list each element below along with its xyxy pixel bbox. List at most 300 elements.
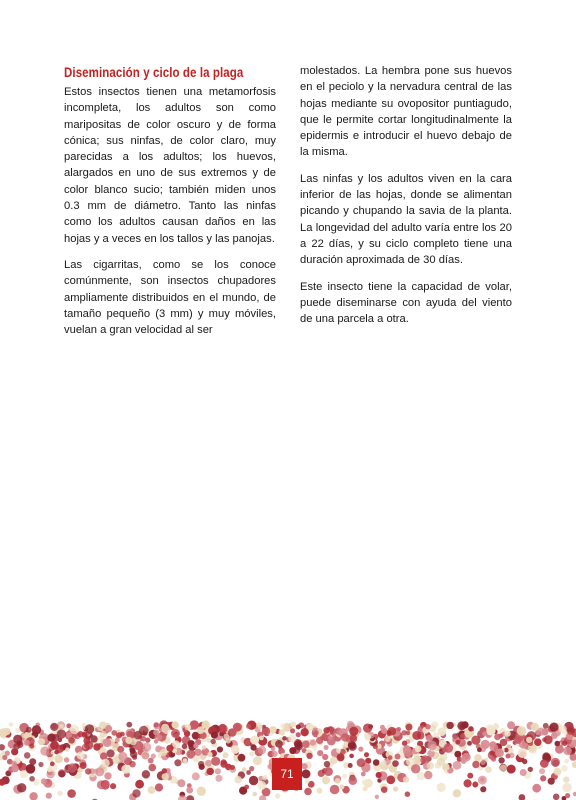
grain — [563, 776, 569, 782]
grain — [335, 778, 341, 784]
grain — [482, 731, 487, 736]
grain — [336, 748, 341, 753]
grain — [565, 793, 570, 798]
grain — [282, 736, 287, 741]
grain — [551, 758, 560, 767]
grain — [95, 767, 104, 776]
grain — [532, 784, 541, 793]
grain — [26, 764, 36, 774]
grain — [50, 741, 59, 750]
grain — [489, 751, 494, 756]
grain — [205, 760, 212, 767]
grain — [526, 737, 532, 743]
grain — [542, 752, 550, 760]
grain — [174, 733, 179, 738]
grain — [77, 752, 85, 760]
grain — [155, 783, 163, 791]
grain — [317, 750, 323, 756]
grain — [259, 736, 264, 741]
grain — [40, 746, 49, 755]
grain — [562, 741, 567, 746]
grain — [427, 762, 434, 769]
grain — [531, 723, 539, 731]
grain — [486, 726, 495, 735]
grain — [358, 747, 363, 752]
grain — [361, 772, 366, 777]
grain — [415, 746, 422, 753]
grain — [151, 754, 156, 759]
grain — [271, 747, 275, 751]
grain — [102, 738, 111, 747]
grain — [258, 746, 266, 754]
grain — [50, 761, 55, 766]
grain — [302, 769, 311, 778]
grain — [198, 761, 204, 767]
grain — [207, 768, 214, 775]
grain — [480, 786, 486, 792]
grain — [522, 759, 527, 764]
grain — [24, 740, 30, 746]
grain — [500, 739, 507, 746]
grain — [328, 736, 332, 740]
grain — [272, 751, 278, 757]
grain — [279, 729, 286, 736]
grain — [97, 725, 103, 731]
grain — [437, 783, 446, 792]
grain — [215, 775, 222, 782]
grain — [218, 724, 227, 733]
grain — [330, 757, 338, 765]
grain — [555, 741, 561, 747]
grain — [15, 728, 20, 733]
grain — [349, 754, 354, 759]
grain — [478, 776, 487, 785]
grain — [388, 755, 393, 760]
grain — [193, 743, 198, 748]
grain — [494, 734, 501, 741]
grain — [80, 762, 87, 769]
grain — [324, 761, 330, 767]
grain — [388, 727, 397, 736]
grain — [349, 727, 358, 736]
grain — [403, 776, 409, 782]
grain — [262, 775, 267, 780]
grain — [455, 740, 460, 745]
grain — [365, 734, 371, 740]
grain — [406, 731, 411, 736]
grain — [58, 791, 63, 796]
grain — [67, 789, 76, 798]
grain — [233, 723, 242, 732]
grain — [373, 744, 378, 749]
grain — [68, 763, 77, 772]
grain — [424, 771, 432, 779]
grain — [57, 729, 66, 738]
grain — [84, 741, 93, 750]
grain — [474, 754, 481, 761]
grain — [101, 759, 109, 767]
grain — [348, 742, 357, 751]
grain — [211, 739, 216, 744]
grain — [211, 757, 220, 766]
grain — [406, 757, 415, 766]
grain — [17, 783, 26, 792]
grain — [322, 776, 330, 784]
left-column — [64, 60, 276, 348]
grain — [507, 721, 515, 729]
grain — [539, 768, 545, 774]
grain — [349, 735, 357, 743]
grain — [464, 779, 472, 787]
grain — [453, 789, 461, 797]
grain — [269, 726, 276, 733]
grain — [320, 735, 325, 740]
grain — [405, 791, 411, 797]
grain — [402, 741, 407, 746]
grain — [364, 779, 373, 788]
grain — [507, 744, 512, 749]
grain — [306, 753, 312, 759]
grain — [26, 727, 32, 733]
grain — [54, 755, 63, 764]
grain — [428, 741, 437, 750]
grain — [467, 741, 472, 746]
grain — [318, 770, 325, 777]
grain — [186, 787, 193, 794]
grain — [373, 759, 380, 766]
grain — [460, 733, 465, 738]
grain — [186, 795, 194, 800]
grain — [363, 724, 372, 733]
grain — [54, 750, 59, 755]
grain — [357, 758, 366, 767]
grain — [166, 745, 173, 752]
grain — [395, 754, 401, 760]
grain — [118, 752, 127, 761]
grain — [460, 756, 465, 761]
grain — [249, 751, 254, 756]
grain — [70, 725, 80, 735]
grain — [504, 730, 510, 736]
grain — [85, 768, 91, 774]
grain — [381, 786, 388, 793]
grain — [340, 785, 345, 790]
grain — [47, 734, 55, 742]
grain — [82, 733, 88, 739]
grain — [217, 746, 223, 752]
grain — [215, 768, 221, 774]
grain — [438, 727, 447, 736]
grain — [224, 734, 230, 740]
grain — [543, 723, 549, 729]
grain — [162, 773, 169, 780]
grain — [135, 780, 144, 789]
grain — [381, 728, 387, 734]
grain — [314, 730, 319, 735]
grain — [68, 737, 75, 744]
page-number: 71 — [280, 767, 294, 781]
grain — [275, 793, 280, 798]
grain — [349, 776, 358, 785]
grain — [174, 759, 181, 766]
grain — [324, 767, 333, 776]
grain — [126, 722, 132, 728]
grain — [295, 742, 303, 750]
paragraph: molestados. La hembra pone sus huevos en el peciolo y la nervadura central de las hojas mediante su ovopositor puntiagudo, que le permite cortar longitudinalmente la epidermis e introducir el huevo debajo de la misma. — [300, 65, 512, 159]
grain — [289, 747, 296, 754]
grain — [555, 745, 564, 754]
grain — [406, 724, 413, 731]
grain — [244, 785, 249, 790]
grain — [301, 728, 309, 736]
grain — [312, 745, 317, 750]
grain — [462, 721, 469, 728]
grain — [13, 735, 22, 744]
grain — [549, 723, 558, 732]
grain — [514, 737, 521, 744]
grain — [18, 763, 27, 772]
grain — [481, 740, 490, 749]
grain — [446, 722, 453, 729]
grain — [280, 724, 285, 729]
grain — [149, 764, 157, 772]
grain — [183, 758, 188, 763]
page-number-badge — [272, 758, 302, 790]
grain — [253, 756, 262, 765]
grain — [142, 770, 150, 778]
grain — [129, 747, 135, 753]
grain — [442, 747, 448, 753]
grain — [130, 738, 137, 745]
grain — [250, 736, 259, 745]
grain — [110, 783, 116, 789]
grain — [364, 752, 369, 757]
grain — [553, 794, 560, 800]
grain — [11, 761, 17, 767]
grain — [162, 768, 167, 773]
grain — [220, 760, 227, 767]
grain — [185, 724, 192, 731]
grain — [230, 765, 235, 770]
section-title: Diseminación y ciclo de la plaga — [64, 65, 244, 80]
grain — [302, 763, 308, 769]
grain — [46, 793, 52, 799]
grain — [120, 732, 125, 737]
grain — [251, 745, 257, 751]
grain — [242, 767, 247, 772]
grain — [64, 757, 69, 762]
grain — [9, 722, 14, 727]
grain — [393, 787, 398, 792]
grain — [22, 734, 26, 738]
grain — [172, 721, 179, 728]
grain — [193, 756, 200, 763]
grain — [376, 772, 382, 778]
grain — [29, 776, 35, 782]
grain — [534, 738, 542, 746]
grain — [41, 778, 47, 784]
grain — [105, 725, 112, 732]
grain — [153, 730, 159, 736]
grain — [154, 722, 159, 727]
grain — [238, 754, 246, 762]
grain — [296, 724, 301, 729]
grain — [5, 751, 10, 756]
grain — [477, 747, 482, 752]
grain — [100, 731, 107, 738]
grain — [142, 743, 151, 752]
grain — [535, 730, 540, 735]
grain — [38, 738, 45, 745]
grain — [517, 726, 527, 736]
right-column — [300, 60, 512, 337]
grain — [425, 724, 430, 729]
grain — [554, 768, 562, 776]
grain — [563, 747, 572, 756]
grain — [107, 749, 115, 757]
grain — [234, 776, 242, 784]
grain — [302, 740, 310, 748]
grain — [249, 766, 254, 771]
grain — [342, 774, 347, 779]
grain — [485, 766, 492, 773]
grain — [132, 789, 140, 797]
grain — [316, 788, 322, 794]
grain — [310, 740, 316, 746]
grain — [246, 770, 251, 775]
grain — [520, 769, 527, 776]
grain — [202, 745, 206, 749]
grain — [386, 775, 395, 784]
grain — [85, 724, 94, 733]
grain — [160, 749, 168, 757]
grain — [518, 748, 528, 758]
paragraph: Las cigarritas, como se los conoce comúnmente, son insectos chupadores ampliamente distribuidos en el mundo, de tamaño pequeño (3 mm) y muy móviles, vuelan a gran velocidad al ser — [64, 258, 276, 337]
grain — [561, 765, 568, 772]
grain — [572, 761, 576, 768]
grain — [231, 745, 240, 754]
grain — [411, 764, 420, 773]
grain — [562, 783, 571, 792]
grain — [197, 787, 206, 796]
grain — [290, 728, 295, 733]
grain — [253, 792, 258, 797]
grain — [559, 725, 567, 733]
grain — [178, 795, 187, 800]
grain — [177, 779, 185, 787]
grain — [192, 772, 200, 780]
grain — [50, 723, 58, 731]
grain — [471, 736, 480, 745]
grain — [412, 731, 421, 740]
grain — [134, 731, 143, 740]
grain — [172, 740, 180, 748]
grain — [58, 771, 65, 778]
grain — [24, 752, 31, 759]
grain — [472, 782, 478, 788]
grain — [211, 731, 218, 738]
grain — [0, 744, 5, 750]
grain — [104, 772, 111, 779]
grain — [498, 757, 504, 763]
grain — [348, 763, 353, 768]
grain — [275, 740, 283, 748]
grain — [246, 724, 251, 729]
grain — [101, 782, 109, 790]
grain — [161, 724, 169, 732]
grain — [403, 746, 411, 754]
grain — [472, 761, 479, 768]
grain — [117, 746, 124, 753]
grain — [375, 795, 379, 799]
grain — [11, 748, 18, 755]
grain — [121, 765, 130, 774]
paragraph: Estos insectos tienen una metamorfosis incompleta, los adultos son como maripositas de color oscuro y de forma cónica; sus ninfas, de color claro, muy parecidas a los adultos; los huevos, alargados en uno de sus extremos y de color blanco sucio; también miden unos 0.3 mm de diámetro. Tanto las ninfas como los adultos causan daños en las hojas y a veces en los tallos y las panojas. — [64, 86, 276, 245]
grain — [564, 759, 569, 764]
grain — [257, 781, 266, 790]
grain — [442, 763, 450, 771]
grain — [296, 732, 301, 737]
grain — [65, 747, 70, 752]
grain — [337, 753, 345, 761]
grain — [38, 762, 43, 767]
grain — [541, 728, 548, 735]
grain — [59, 724, 64, 729]
grain — [392, 760, 399, 767]
grain — [148, 786, 156, 794]
grain — [223, 752, 229, 758]
grain — [506, 754, 511, 759]
grain — [500, 764, 507, 771]
grain — [93, 743, 100, 750]
grain — [548, 778, 555, 785]
grain — [341, 733, 349, 741]
grain — [381, 760, 386, 765]
paragraph: Las ninfas y los adultos viven en la cara inferior de las hojas, donde se alimentan picando y chupando la savia de la planta. La longevidad del adulto varía entre los 20 a 22 días, y su ciclo completo tiene una duración aproximada de 30 días. — [300, 172, 512, 267]
grain — [507, 765, 516, 774]
grain — [290, 721, 296, 727]
grain — [541, 760, 548, 767]
grain — [540, 775, 546, 781]
grain — [454, 751, 461, 758]
grain — [453, 761, 462, 770]
grain — [322, 754, 328, 760]
grain — [29, 792, 37, 800]
grain — [567, 726, 576, 735]
grain — [262, 727, 270, 735]
grain — [396, 727, 401, 732]
grain — [182, 744, 188, 750]
grain — [324, 745, 329, 750]
grain — [197, 726, 205, 734]
grain — [2, 755, 7, 760]
grain — [208, 752, 213, 757]
grain — [192, 722, 197, 727]
grain — [544, 735, 553, 744]
grain — [323, 727, 330, 734]
grain — [305, 779, 310, 784]
grain — [288, 735, 296, 743]
grain — [304, 788, 312, 796]
grain — [330, 785, 340, 795]
grain — [467, 773, 473, 779]
grain — [32, 725, 41, 734]
paragraph: Este insecto tiene la capacidad de volar, puede diseminarse con ayuda del viento de una parcela a otra. — [300, 280, 512, 326]
grain — [258, 725, 262, 729]
grain — [142, 752, 149, 759]
grain — [249, 776, 258, 785]
grain — [519, 794, 526, 800]
